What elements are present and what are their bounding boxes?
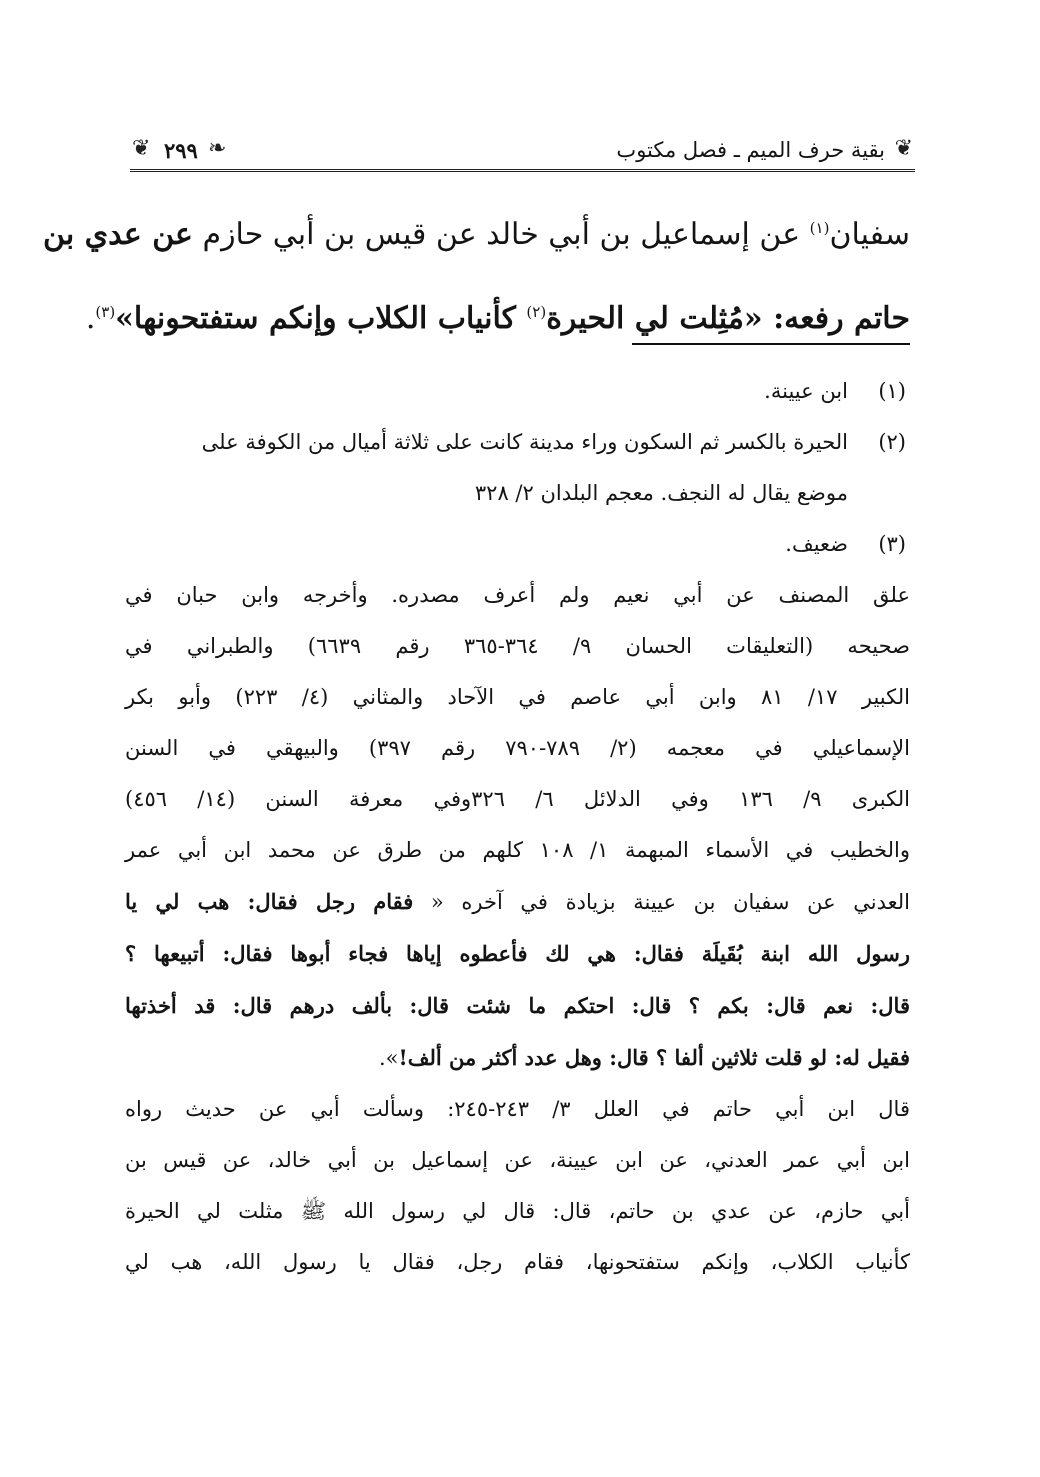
commentary-line [125, 570, 910, 621]
commentary-line [125, 980, 910, 1032]
text-segment: الكبير ١٧/ ٨١ وابن أبي عاصم في الآحاد والمثاني (٤/ ٢٢٣) وأبو بكر [125, 685, 910, 709]
text-segment: قال: نعم قال: بكم ؟ قال: احتكم ما شئت قال: بألف درهم قال: قد أخذتها [125, 993, 910, 1018]
main-text-line [43, 193, 910, 277]
ornament-icon: ❧ [208, 136, 227, 161]
footnote-text: موضع يقال له النجف. معجم البلدان ٢/ ٣٢٨ [474, 481, 848, 505]
text-segment: العدني عن سفيان بن عيينة بزيادة في آخره « [413, 890, 910, 914]
text-segment: رسول الله ابنة بُقَيلَة فقال: هي لك فأعطوه إياها فجاء أبوها فقال: أتبيعها ؟ [125, 941, 910, 966]
commentary-line [125, 928, 910, 980]
commentary-line [125, 774, 910, 825]
footnote-marker: (٣) [95, 303, 116, 321]
text-segment: فقيل له: لو قلت ثلاثين ألفا ؟ قال: وهل عدد أكثر من ألف! [398, 1045, 910, 1070]
footnote-separator [632, 343, 910, 345]
text-segment: فقام رجل فقال: هب لي يا [125, 889, 414, 914]
text-segment: كأنياب الكلاب وإنكم ستفتحونها» [115, 301, 527, 336]
main-text-line [85, 277, 910, 361]
footnote-text: ابن عيينة. [764, 379, 848, 403]
commentary-line [125, 621, 910, 672]
commentary-line [125, 1084, 910, 1135]
footnote-number: (٢) [878, 430, 906, 454]
text-segment: سفيان [829, 217, 910, 252]
text-segment: عن عدي بن [43, 217, 193, 252]
footnote [125, 366, 910, 417]
commentary-line [125, 672, 910, 723]
footnote-marker: (١) [809, 219, 830, 237]
footnote-text: ضعيف. [785, 532, 848, 556]
commentary-line [125, 1186, 910, 1237]
text-segment: الإسماعيلي في معجمه (٢/ ٧٨٩-٧٩٠ رقم ٣٩٧) والبيهقي في السنن [125, 736, 910, 760]
running-title: بقية حرف الميم ـ فصل مكتوب [616, 138, 885, 162]
text-segment: . [85, 301, 96, 336]
ornament-icon: ❦ [894, 136, 913, 161]
commentary-line [125, 1237, 910, 1288]
footnote [125, 417, 910, 519]
commentary-line [125, 876, 910, 928]
main-text [43, 193, 910, 361]
ornament-icon: ❦ [132, 136, 151, 161]
text-segment: عن إسماعيل بن أبي خالد عن قيس بن أبي حازم [192, 217, 810, 252]
commentary-line [125, 1032, 910, 1084]
commentary-line [125, 825, 910, 876]
text-segment: ». [378, 1046, 399, 1070]
header-divider [130, 169, 915, 172]
text-segment: قال ابن أبي حاتم في العلل ٣/ ٢٤٣-٢٤٥: وسألت أبي عن حديث رواه [125, 1097, 910, 1121]
commentary-line [125, 723, 910, 774]
footnote-number: (١) [878, 379, 906, 403]
text-segment: ابن أبي عمر العدني، عن ابن عيينة، عن إسماعيل بن أبي خالد، عن قيس بن [125, 1148, 910, 1172]
running-header [130, 132, 915, 174]
page-number: ٢٩٩ [164, 138, 198, 163]
text-segment: صحيحه (التعليقات الحسان ٩/ ٣٦٤-٣٦٥ رقم ٦٦٣٩) والطبراني في [125, 634, 910, 658]
footnote-text: الحيرة بالكسر ثم السكون وراء مدينة كانت على ثلاثة أميال من الكوفة على [201, 430, 848, 454]
footnote [125, 519, 910, 570]
commentary-paragraph [125, 1084, 910, 1288]
text-segment: والخطيب في الأسماء المبهمة ١/ ١٠٨ كلهم من طرق عن محمد ابن أبي عمر [125, 838, 910, 862]
footnotes [125, 366, 910, 1288]
text-segment: علق المصنف عن أبي نعيم ولم أعرف مصدره. وأخرجه وابن حبان في [125, 583, 910, 607]
commentary-line [125, 1135, 910, 1186]
text-segment: الكبرى ٩/ ١٣٦ وفي الدلائل ٦/ ٣٢٦وفي معرفة السنن (١٤/ ٤٥٦) [125, 787, 910, 811]
text-segment: كأنياب الكلاب، وإنكم ستفتحونها، فقام رجل، فقال يا رسول الله، هب لي [125, 1250, 910, 1274]
text-segment: حاتم رفعه: «مُثِلت لي الحيرة [546, 301, 910, 336]
footnote-marker: (٢) [526, 303, 547, 321]
footnote-number: (٣) [878, 532, 906, 556]
text-segment: أبي حازم، عن عدي بن حاتم، قال: قال لي رسول الله ﷺ مثلت لي الحيرة [125, 1199, 910, 1223]
commentary-paragraph [125, 570, 910, 1084]
